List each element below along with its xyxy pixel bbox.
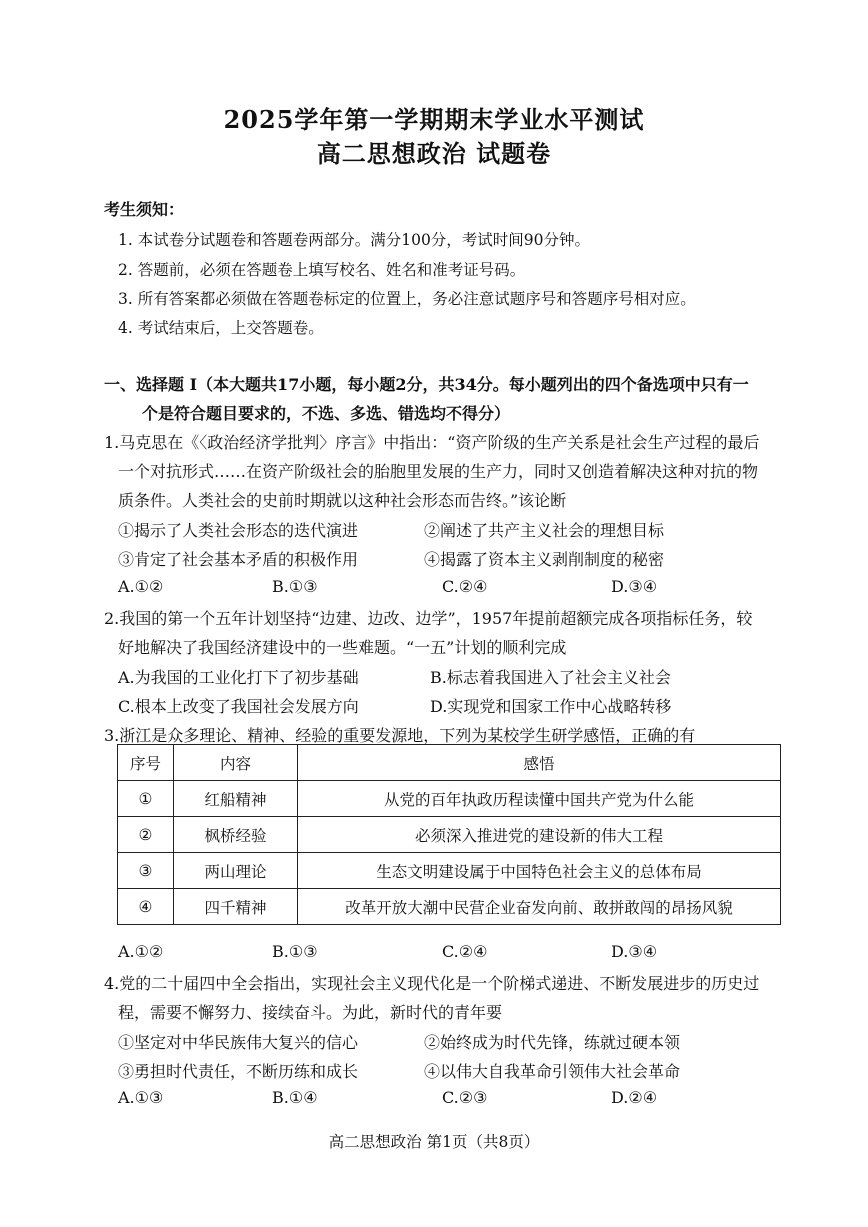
table-cell: ① [118, 781, 174, 817]
notice-item: 1. 本试卷分试题卷和答题卷两部分。满分100分，考试时间90分钟。 [118, 231, 591, 249]
table-header-cell: 感悟 [298, 745, 781, 781]
q1-option-d: D.③④ [611, 577, 658, 596]
q4-stem-line: 程，需要不懈努力、接续奋斗。为此，新时代的青年要 [118, 1003, 503, 1022]
q1-statement-3: ③肯定了社会基本矛盾的积极作用 [118, 550, 359, 569]
table-row [118, 781, 781, 817]
q2-option-d: D.实现党和国家工作中心战略转移 [430, 697, 672, 716]
notice-item: 2. 答题前，必须在答题卷上填写校名、姓名和准考证号码。 [118, 261, 526, 279]
table-row [118, 889, 781, 925]
table-cell: 改革开放大潮中民营企业奋发向前、敢拼敢闯的昂扬风貌 [298, 889, 781, 925]
q2-option-a: A.为我国的工业化打下了初步基础 [118, 668, 359, 687]
q2-option-b: B.标志着我国进入了社会主义社会 [430, 668, 671, 687]
q1-stem-line: 1.马克思在《〈政治经济学批判〉序言》中指出：“资产阶级的生产关系是社会生产过程的最后 [104, 433, 760, 452]
q4-option-a: A.①③ [118, 1088, 164, 1107]
exam-title: 2025学年第一学期期末学业水平测试 [223, 105, 645, 134]
q2-option-c: C.根本上改变了我国社会发展方向 [118, 697, 359, 716]
notice-heading: 考生须知： [104, 200, 185, 219]
q1-option-c: C.②④ [442, 577, 488, 596]
table-cell: 红船精神 [174, 781, 298, 817]
table-cell: ③ [118, 853, 174, 889]
q3-option-a: A.①② [118, 942, 164, 961]
q2-stem-line: 2.我国的第一个五年计划坚持“边建、边改、边学”，1957年提前超额完成各项指标任务，较 [104, 609, 753, 628]
q4-stem-line: 4.党的二十届四中全会指出，实现社会主义现代化是一个阶梯式递进、不断发展进步的历史过 [104, 974, 760, 993]
table-cell: 从党的百年执政历程读懂中国共产党为什么能 [298, 781, 781, 817]
q4-option-b: B.①④ [272, 1088, 318, 1107]
q1-statement-4: ④揭露了资本主义剥削制度的秘密 [424, 550, 665, 569]
table-cell: ② [118, 817, 174, 853]
q4-statement-1: ①坚定对中华民族伟大复兴的信心 [118, 1033, 359, 1052]
table-header-cell: 内容 [174, 745, 298, 781]
table-cell: 四千精神 [174, 889, 298, 925]
table-cell: 必须深入推进党的建设新的伟大工程 [298, 817, 781, 853]
table-header-row [118, 745, 781, 781]
q1-stem-line: 质条件。人类社会的史前时期就以这种社会形态而告终。”该论断 [118, 491, 567, 510]
table-cell: 生态文明建设属于中国特色社会主义的总体布局 [298, 853, 781, 889]
q4-statement-2: ②始终成为时代先锋，练就过硬本领 [424, 1033, 681, 1052]
section-heading-line1: 一、选择题 Ⅰ（本大题共17小题，每小题2分，共34分。每小题列出的四个备选项中只有一 [104, 375, 749, 394]
q4-statement-4: ④以伟大自我革命引领伟大社会革命 [424, 1062, 681, 1081]
q3-table [117, 744, 781, 925]
table-cell: 枫桥经验 [174, 817, 298, 853]
q2-stem-line: 好地解决了我国经济建设中的一些难题。“一五”计划的顺利完成 [118, 638, 567, 657]
q1-option-b: B.①③ [272, 577, 318, 596]
q3-stem: 3.浙江是众多理论、精神、经验的重要发源地，下列为某校学生研学感悟，正确的有 [104, 726, 696, 745]
q3-option-b: B.①③ [272, 942, 318, 961]
q1-statement-2: ②阐述了共产主义社会的理想目标 [424, 521, 665, 540]
table-cell: 两山理论 [174, 853, 298, 889]
q1-stem-line: 一个对抗形式……在资产阶级社会的胎胞里发展的生产力，同时又创造着解决这种对抗的物 [118, 462, 759, 481]
notice-item: 3. 所有答案都必须做在答题卷标定的位置上，务必注意试题序号和答题序号相对应。 [118, 290, 696, 308]
q1-option-a: A.①② [118, 577, 164, 596]
q3-option-c: C.②④ [442, 942, 488, 961]
page-footer: 高二思想政治 第1页（共8页） [328, 1133, 540, 1151]
q1-statement-1: ①揭示了人类社会形态的迭代演进 [118, 521, 359, 540]
table-row [118, 853, 781, 889]
q3-option-d: D.③④ [611, 942, 658, 961]
exam-subtitle: 高二思想政治 试题卷 [316, 139, 552, 168]
section-heading-line2: 个是符合题目要求的，不选、多选、错选均不得分） [142, 404, 511, 423]
table-row [118, 817, 781, 853]
table-cell: ④ [118, 889, 174, 925]
table-header-cell: 序号 [118, 745, 174, 781]
q4-option-d: D.②④ [611, 1088, 658, 1107]
q4-statement-3: ③勇担时代责任，不断历练和成长 [118, 1062, 359, 1081]
q4-option-c: C.②③ [442, 1088, 488, 1107]
notice-item: 4. 考试结束后，上交答题卷。 [118, 319, 324, 337]
